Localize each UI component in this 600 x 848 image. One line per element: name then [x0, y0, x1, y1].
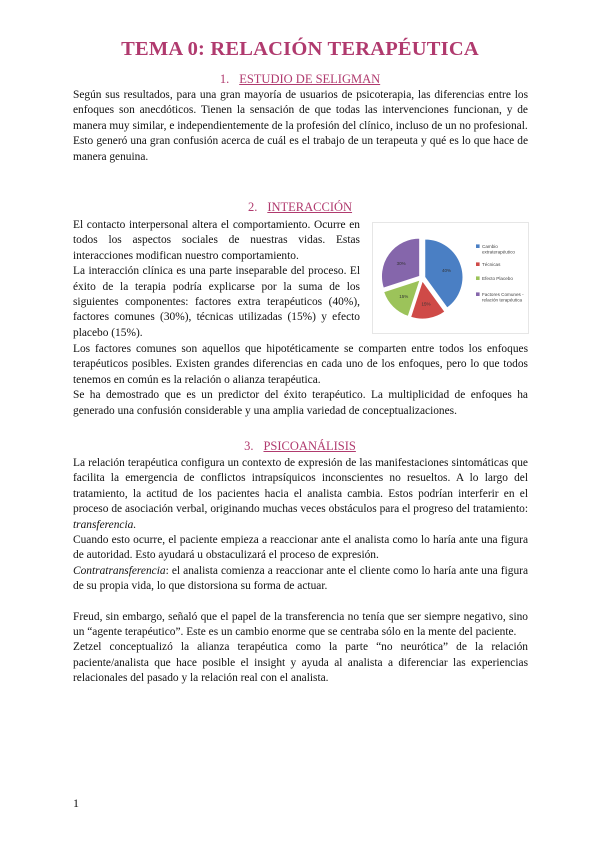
- paragraph: [73, 564, 528, 595]
- page-number: 1: [73, 796, 79, 810]
- section-label: INTERACCIÓN: [267, 200, 353, 214]
- paragraph: Zetzel conceptualizó la alianza terapéutica como la parte “no neurótica” de la relación paciente/analista que hace posible el insight y ayuda al analista a diferenciar las experiencias relacionales del pasado y la relación real con el analista.: [73, 641, 528, 685]
- pie-chart: [372, 222, 529, 334]
- paragraph: La interacción clínica es una parte inseparable del proceso. El éxito de la terapia podría explicarse por la suma de los siguientes componentes: factores extra terapéuticos (40%), factores comunes (30%), técnicas utilizadas (15%) y efecto placebo (15%).: [73, 265, 360, 339]
- section-label: PSICOANÁLISIS: [263, 439, 356, 453]
- legend-label: Cambio extraterapéutico: [482, 244, 515, 255]
- paragraph: Los factores comunes son aquellos que hipotéticamente se comparten entre todos los enfoques terapéuticos posibles. Existen grandes diferencias en cada uno de los enfoques, pero lo que todos tenemos en común es la relación o alianza terapéutica.: [73, 343, 528, 386]
- section-number: 1.: [219, 72, 230, 86]
- legend-swatch: [476, 262, 480, 266]
- section-heading-interaccion: [0, 200, 600, 215]
- text-run: La relación terapéutica configura un contexto de expresión de las manifestaciones sintomáticas que facilita la emergencia de conflictos intrapsíquicos inconscientes no resueltos. A lo largo del tratamiento, la actitud de los pacientes hacia el analista cambia. Estos podrían interferir en el proceso de asociación verbal, originando muchas veces obstáculos para el progreso del tratamiento:: [73, 457, 528, 516]
- section-number: 3.: [244, 439, 254, 453]
- paragraph: El contacto interpersonal altera el comportamiento. Ocurre en todos los aspectos sociales de nuestras vidas. Estas interacciones modifican nuestro comportamiento.: [73, 219, 360, 262]
- paragraph: [73, 456, 528, 533]
- legend-label: Factores Comunes -relación terapéutica: [482, 292, 524, 303]
- emphasis-contratransferencia: Contratransferencia: [73, 564, 166, 577]
- legend-label: Técnicas: [482, 262, 501, 267]
- interaccion-side-text: [73, 218, 360, 341]
- paragraph: Freud, sin embargo, señaló que el papel de la transferencia no tenía que ser siempre negativo, sino un “agente terapéutico”. Este es un cambio enorme que se centraba sólo en la mente del paciente.: [73, 610, 528, 639]
- pie-data-label: 15%: [399, 294, 409, 300]
- pie-data-label: 15%: [421, 301, 431, 307]
- legend-swatch: [476, 276, 480, 280]
- paragraph: Esto generó una gran confusión acerca de cuál es el trabajo de un terapeuta y qué es lo que hace de manera genuina.: [73, 135, 528, 163]
- pie-data-label: 30%: [396, 260, 406, 266]
- emphasis-transferencia: transferencia.: [73, 518, 137, 531]
- paragraph: Se ha demostrado que es un predictor del éxito terapéutico. La multiplicidad de enfoques ha generado una confusión considerable y una amplia variedad de conceptualizaciones.: [73, 389, 528, 417]
- paragraph: Cuando esto ocurre, el paciente empieza a reaccionar ante el analista como lo haría ante una figura de autoridad. Esto ayudará u obstaculizará el proceso de expresión.: [73, 534, 528, 562]
- legend-label: Efecto Placebo: [482, 276, 513, 281]
- paragraph: Según sus resultados, para una gran mayoría de usuarios de psicoterapia, las diferencias entre los enfoques son anecdóticos. Tienen la sensación de que todas las intervenciones funcionan, y de manera muy similar, e independientemente de la profesión del clínico, incluso de un no profesional.: [73, 89, 528, 132]
- section-label: ESTUDIO DE SELIGMAN: [239, 72, 381, 86]
- pie-data-label: 40%: [442, 268, 452, 274]
- section-heading-psicoanalisis: [0, 439, 600, 454]
- seligman-body: [73, 88, 528, 165]
- legend-swatch: [476, 292, 480, 296]
- legend-swatch: [476, 244, 480, 248]
- psicoanalisis-body: [73, 456, 528, 687]
- text-run: : el analista comienza a reaccionar ante el cliente como lo haría ante una figura de su propia vida, lo que distorsiona su forma de actuar.: [73, 564, 528, 593]
- page-title: TEMA 0: RELACIÓN TERAPÉUTICA: [121, 38, 479, 60]
- interaccion-body: [73, 342, 528, 419]
- section-number: 2.: [247, 200, 258, 214]
- section-heading-seligman: [0, 72, 600, 87]
